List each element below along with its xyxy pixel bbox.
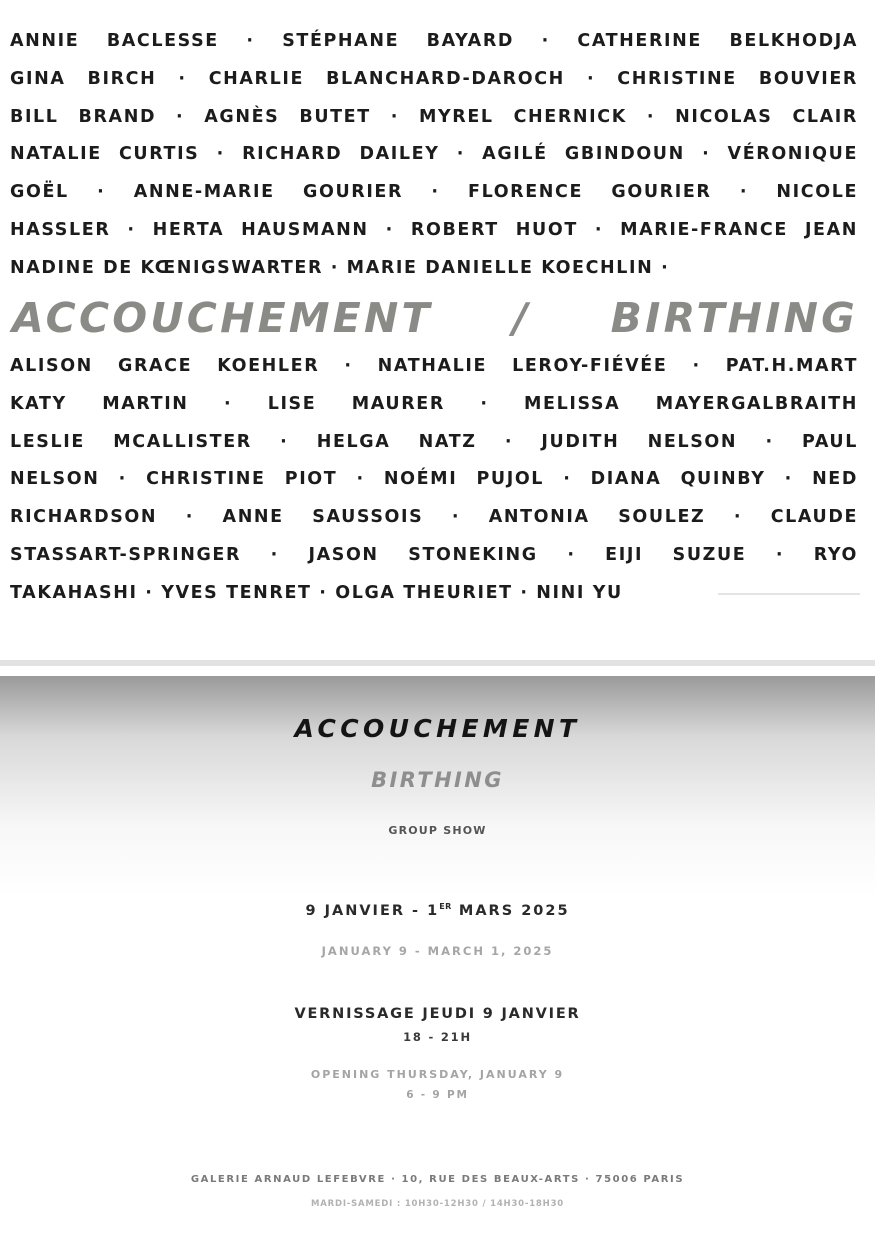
vernissage-french-time: 18 - 21H [403,1030,472,1044]
artist-line: NADINE DE KŒNIGSWARTER · MARIE DANIELLE KOECHLIN · [10,257,670,278]
exhibition-title: ACCOUCHEMENT / BIRTHING [12,294,858,342]
artist-line: NELSON · CHRISTINE PIOT · NOÉMI PUJOL · DIANA QUINBY · NED [10,469,858,490]
artist-line: TAKAHASHI · YVES TENRET · OLGA THEURIET · NINI YU [10,582,623,603]
card-title: ACCOUCHEMENT [294,714,581,743]
dates-french-start: 9 JANVIER - 1 [305,903,440,919]
artist-line: ALISON GRACE KOEHLER · NATHALIE LEROY-FIÉVÉE · PAT.H.MART [10,356,858,376]
artist-line: GOËL · ANNE-MARIE GOURIER · FLORENCE GOURIER · NICOLE [10,182,858,203]
card-subtitle: BIRTHING [371,768,504,792]
artist-line: HASSLER · HERTA HAUSMANN · ROBERT HUOT · MARIE-FRANCE JEAN [10,219,858,240]
dates-french-end: MARS 2025 [451,903,570,919]
opening-english: OPENING THURSDAY, JANUARY 9 [310,1068,565,1081]
artist-line: GINA BIRCH · CHARLIE BLANCHARD-DAROCH · CHRISTINE BOUVIER [10,68,858,89]
artist-line: RICHARDSON · ANNE SAUSSOIS · ANTONIA SOULEZ · CLAUDE [10,507,858,528]
artist-line: LESLIE MCALLISTER · HELGA NATZ · JUDITH NELSON · PAUL [10,431,858,452]
show-type: GROUP SHOW [388,824,487,837]
opening-hours: MARDI-SAMEDI : 10H30-12H30 / 14H30-18H30 [311,1199,564,1209]
artist-line: ANNIE BACLESSE · STÉPHANE BAYARD · CATHERINE BELKHODJA [10,31,858,51]
end-rule [718,593,860,595]
artist-line: BILL BRAND · AGNÈS BUTET · MYREL CHERNICK · NICOLAS CLAIR [10,106,858,127]
dates-english: JANUARY 9 - MARCH 1, 2025 [321,944,554,958]
artist-line: KATY MARTIN · LISE MAURER · MELISSA MAYERGALBRAITH [10,393,858,414]
invitation-card [0,676,875,1240]
opening-english-time: 6 - 9 PM [406,1089,469,1101]
section-divider [0,660,875,666]
dates-french-ordinal: ER [439,902,452,911]
artist-names-upper [10,23,858,288]
gallery-address: GALERIE ARNAUD LEFEBVRE · 10, RUE DES BEAUX-ARTS · 75006 PARIS [190,1174,685,1185]
artist-line: STASSART-SPRINGER · JASON STONEKING · EIJI SUZUE · RYO [10,544,858,565]
vernissage-french: VERNISSAGE JEUDI 9 JANVIER [294,1006,581,1022]
artist-line: NATALIE CURTIS · RICHARD DAILEY · AGILÉ GBINDOUN · VÉRONIQUE [10,144,858,165]
artist-names-lower [10,348,858,613]
dates-french [0,902,875,919]
